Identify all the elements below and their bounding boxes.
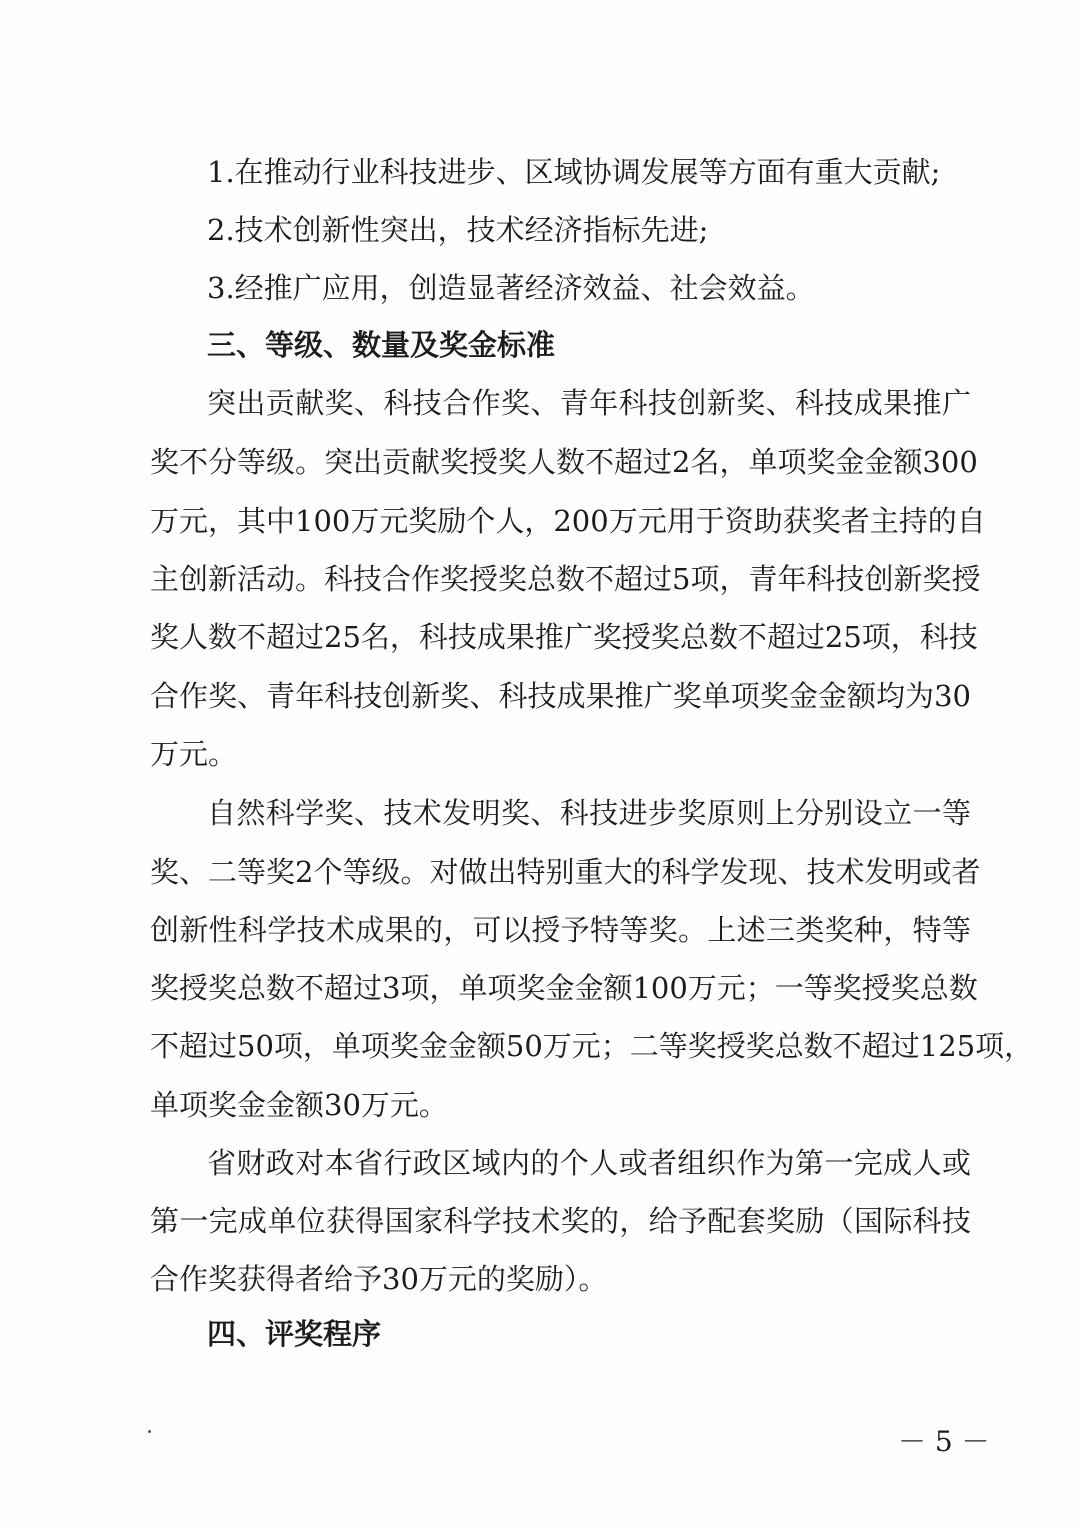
paragraph-line: 万元。 bbox=[150, 737, 238, 771]
section-heading-3: 三、等级、数量及奖金标准 bbox=[207, 328, 556, 362]
paragraph-line: 奖人数不超过25名，科技成果推广奖授奖总数不超过25项，科技 bbox=[150, 620, 978, 654]
criteria-item-1: 1.在推动行业科技进步、区域协调发展等方面有重大贡献; bbox=[207, 155, 941, 189]
paragraph-line: 创新性科学技术成果的，可以授予特等奖。上述三类奖种，特等 bbox=[150, 913, 971, 947]
criteria-item-3: 3.经推广应用，创造显著经济效益、社会效益。 bbox=[207, 271, 815, 305]
paragraph-line: 单项奖金金额30万元。 bbox=[150, 1088, 448, 1122]
paragraph-line: 省财政对本省行政区域内的个人或者组织作为第一完成人或 bbox=[207, 1146, 971, 1180]
section-heading-4: 四、评奖程序 bbox=[207, 1317, 382, 1351]
paragraph-line: 奖不分等级。突出贡献奖授奖人数不超过2名，单项奖金金额300 bbox=[150, 445, 978, 479]
paragraph-line: 奖授奖总数不超过3项，单项奖金金额100万元；一等奖授奖总数 bbox=[150, 971, 978, 1005]
paragraph-line: 自然科学奖、技术发明奖、科技进步奖原则上分别设立一等 bbox=[207, 796, 971, 830]
paragraph-line: 万元，其中100万元奖励个人，200万元用于资助获奖者主持的自 bbox=[150, 504, 986, 538]
paragraph-line: 主创新活动。科技合作奖授奖总数不超过5项，青年科技创新奖授 bbox=[150, 562, 981, 596]
paragraph-line: 奖、二等奖2个等级。对做出特别重大的科学发现、技术发明或者 bbox=[150, 855, 981, 889]
scan-speck bbox=[148, 1430, 151, 1433]
criteria-item-2: 2.技术创新性突出，技术经济指标先进; bbox=[207, 213, 709, 247]
paragraph-line: 合作奖获得者给予30万元的奖励）。 bbox=[150, 1262, 608, 1296]
paragraph-line: 合作奖、青年科技创新奖、科技成果推广奖单项奖金金额均为30 bbox=[150, 679, 971, 713]
paragraph-line: 第一完成单位获得国家科学技术奖的，给予配套奖励（国际科技 bbox=[150, 1204, 971, 1238]
page-number: － 5 － bbox=[898, 1425, 990, 1458]
paragraph-line: 突出贡献奖、科技合作奖、青年科技创新奖、科技成果推广 bbox=[207, 386, 971, 420]
paragraph-line: 不超过50项，单项奖金金额50万元；二等奖授奖总数不超过125项， bbox=[150, 1029, 1034, 1063]
